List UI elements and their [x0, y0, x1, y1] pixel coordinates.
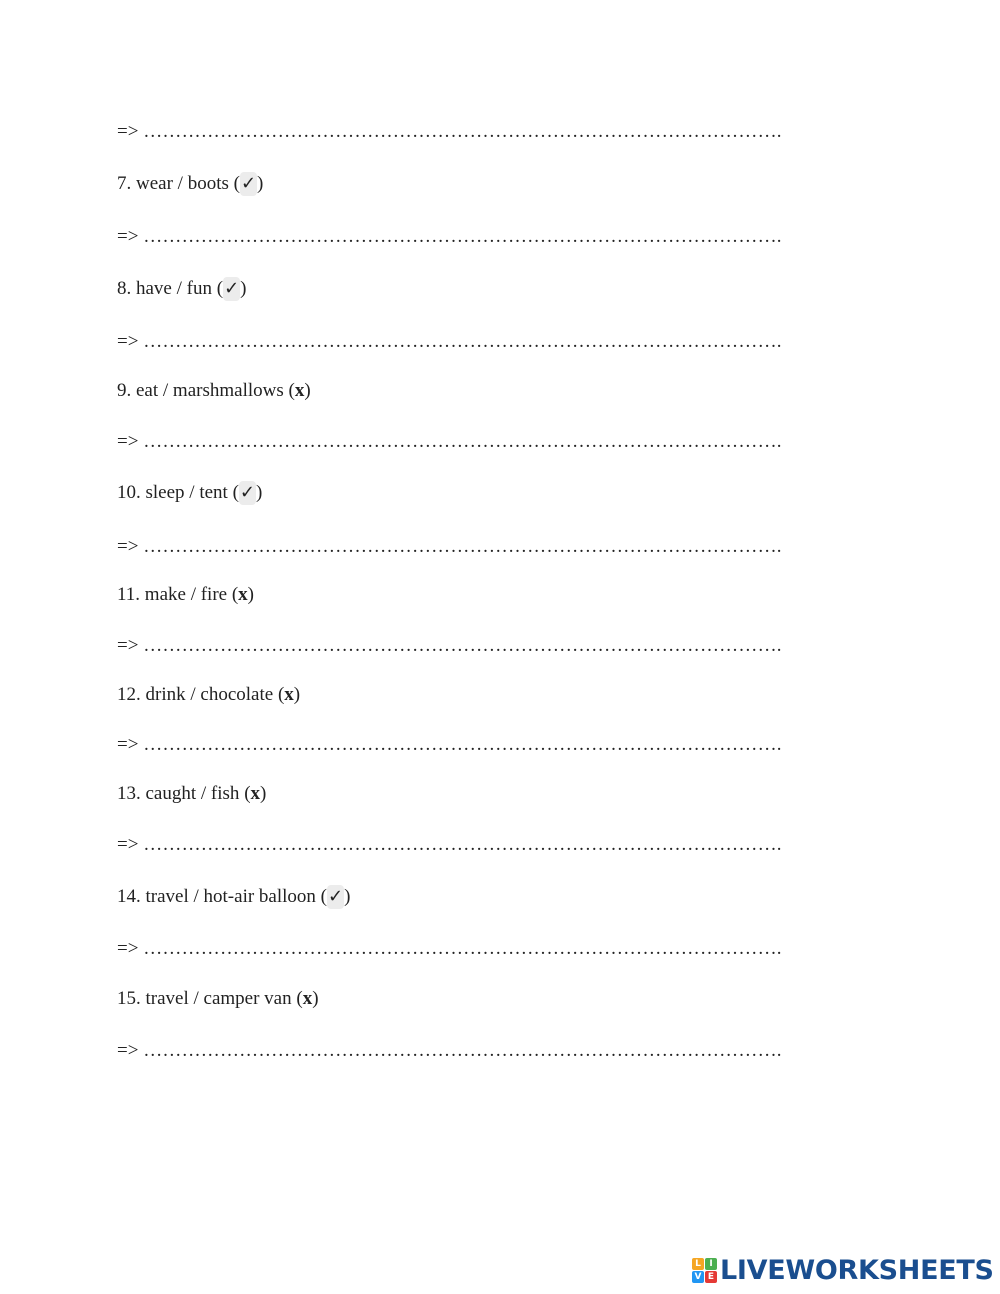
answer-line[interactable]: [117, 634, 857, 658]
exercise-item: 14. travel / hot-air balloon (✓): [117, 886, 351, 907]
check-icon: ✓: [240, 173, 257, 194]
item-text: 7. wear / boots: [117, 173, 229, 194]
item-text: 9. eat / marshmallows: [117, 380, 284, 401]
check-icon: ✓: [328, 886, 344, 907]
answer-line[interactable]: [117, 1039, 857, 1063]
check-icon: ✓: [224, 278, 240, 299]
cross-mark: x: [238, 584, 248, 605]
answer-prefix: =>: [117, 431, 139, 452]
exercise-item: 10. sleep / tent (✓): [117, 482, 263, 503]
answer-prefix: =>: [117, 635, 139, 656]
exercise-item: 15. travel / camper van (x): [117, 988, 319, 1009]
cross-mark: x: [302, 988, 313, 1009]
logo-letter: I: [705, 1258, 717, 1270]
check-icon: ✓: [239, 482, 255, 503]
answer-prefix: =>: [117, 734, 139, 755]
answer-line[interactable]: [117, 330, 857, 354]
answer-dots: ……………………………………………………………………………………….: [143, 536, 782, 557]
answer-prefix: =>: [117, 1040, 139, 1061]
answer-dots: ……………………………………………………………………………………….: [143, 431, 782, 452]
exercise-item: 12. drink / chocolate (x): [117, 684, 301, 705]
item-text: 12. drink / chocolate: [117, 684, 274, 705]
item-text: 15. travel / camper van: [117, 988, 292, 1009]
answer-dots: ……………………………………………………………………………………….: [143, 834, 782, 855]
logo-letter: E: [705, 1271, 717, 1283]
answer-prefix: =>: [117, 536, 139, 557]
answer-line[interactable]: [117, 120, 857, 144]
exercise-item: 7. wear / boots (✓): [117, 173, 264, 194]
cross-mark: x: [284, 684, 294, 705]
exercise-item: 8. have / fun (✓): [117, 278, 247, 299]
answer-prefix: =>: [117, 331, 139, 352]
answer-prefix: =>: [117, 226, 139, 247]
answer-dots: ……………………………………………………………………………………….: [143, 226, 782, 247]
item-text: 13. caught / fish: [117, 783, 240, 804]
exercise-item: 11. make / fire (x): [117, 584, 254, 605]
item-text: 14. travel / hot-air balloon: [117, 886, 316, 907]
exercise-item: 9. eat / marshmallows (x): [117, 380, 311, 401]
exercise-item: 13. caught / fish (x): [117, 783, 267, 804]
item-text: 8. have / fun: [117, 278, 212, 299]
answer-dots: ……………………………………………………………………………………….: [143, 734, 782, 755]
liveworksheets-logo: [692, 1254, 994, 1286]
answer-prefix: =>: [117, 834, 139, 855]
logo-letter: L: [692, 1258, 704, 1270]
logo-letter: V: [692, 1271, 704, 1283]
answer-dots: ……………………………………………………………………………………….: [143, 635, 782, 656]
answer-line[interactable]: [117, 937, 857, 961]
answer-line[interactable]: [117, 833, 857, 857]
cross-mark: x: [250, 783, 261, 804]
answer-line[interactable]: [117, 225, 857, 249]
answer-dots: ……………………………………………………………………………………….: [143, 938, 782, 959]
brand-name: LIVEWORKSHEETS: [720, 1254, 994, 1286]
answer-dots: ……………………………………………………………………………………….: [143, 121, 782, 142]
answer-line[interactable]: [117, 733, 857, 757]
answer-prefix: =>: [117, 938, 139, 959]
answer-prefix: =>: [117, 121, 139, 142]
cross-mark: x: [294, 380, 305, 401]
logo-mark: [692, 1258, 717, 1283]
answer-dots: ……………………………………………………………………………………….: [143, 1040, 782, 1061]
item-text: 10. sleep / tent: [117, 482, 228, 503]
answer-dots: ……………………………………………………………………………………….: [143, 331, 782, 352]
item-text: 11. make / fire: [117, 584, 228, 605]
answer-line[interactable]: [117, 535, 857, 559]
answer-line[interactable]: [117, 430, 857, 454]
